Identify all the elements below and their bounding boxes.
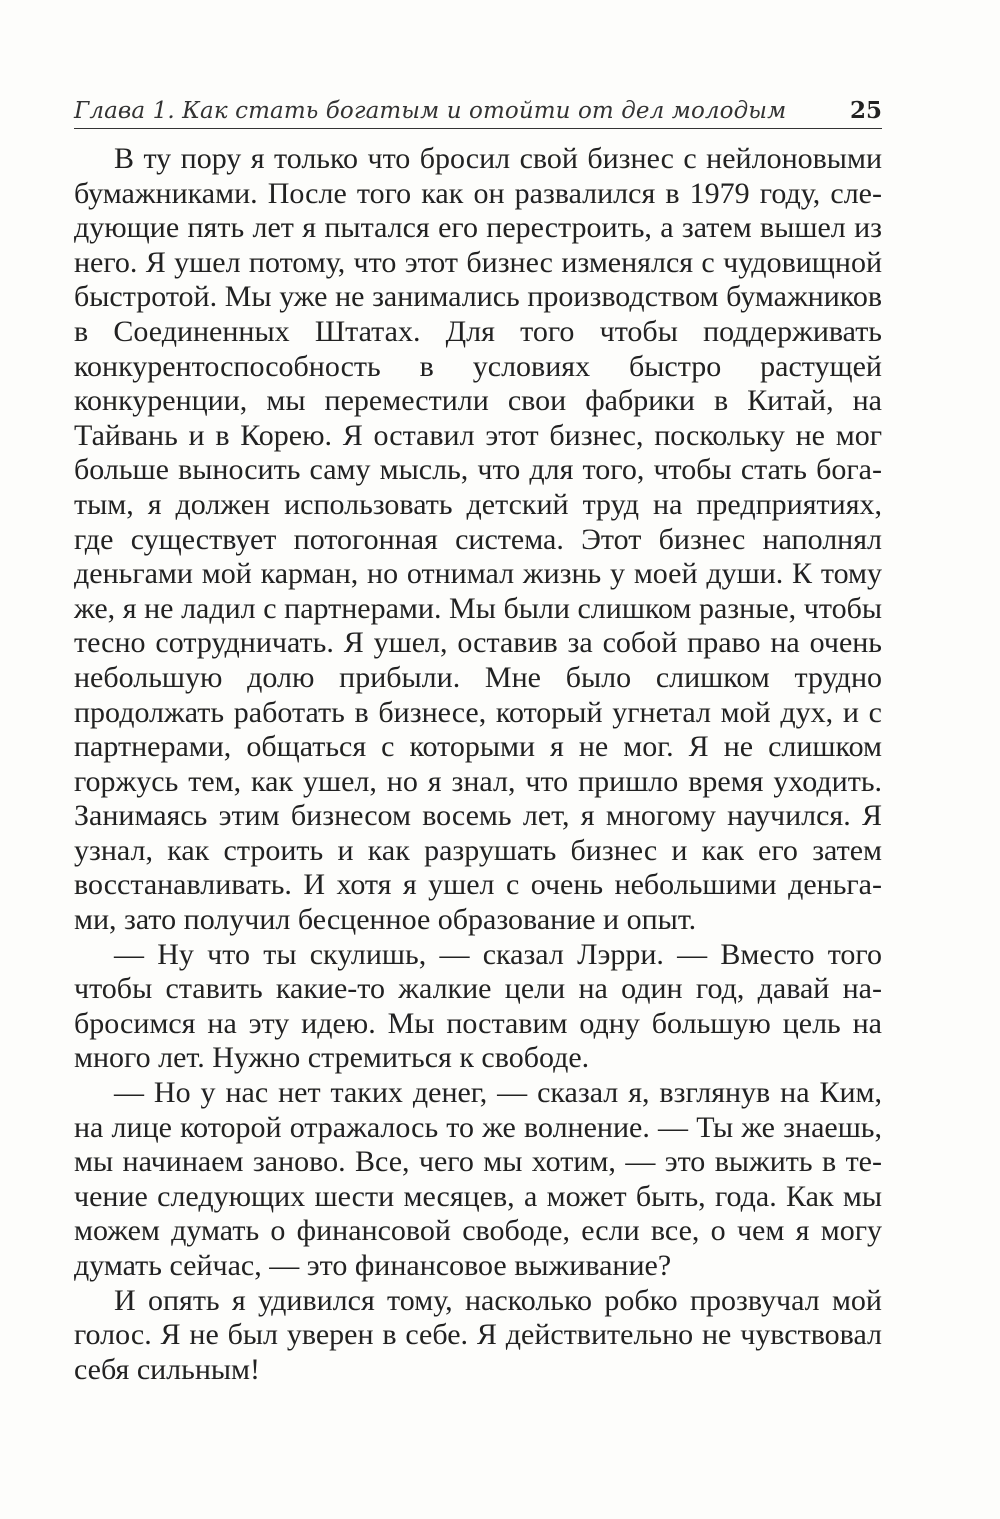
- page-number: 25: [849, 97, 882, 124]
- paragraph: В ту пору я только что бросил свой бизнес с нейлоновыми бумажниками. После того как он развалился в 1979 году, следующие пять лет я пытался его перестроить, а затем вышел из него. Я ушел потому, что этот бизнес изменялся с чудовищной быстротой. Мы уже не занимались производством бумажников в Соединенных Штатах. Для того чтобы поддерживать конкурентоспособность в условиях быстро растущей конкуренции, мы переместили свои фабрики в Китай, на Тайвань и в Корею. Я оставил этот бизнес, поскольку не мог больше выносить саму мысль, что для того, чтобы стать богатым, я должен использовать детский труд на предприятиях, где существует потогонная система. Этот бизнес наполнял деньгами мой карман, но отнимал жизнь у моей души. К тому же, я не ладил с партнерами. Мы были слишком разные, чтобы тесно сотрудничать. Я ушел, оставив за собой право на очень небольшую долю прибыли. Мне было слишком трудно продолжать работать в бизнесе, который угнетал мой дух, и с партнерами, общаться с которыми я не мог. Я не слишком горжусь тем, как ушел, но я знал, что пришло время уходить. Занимаясь этим бизнесом восемь лет, я многому научился. Я узнал, как строить и как разрушать бизнес и как его затем восстанавливать. И хотя я ушел с очень небольшими деньгами, зато получил бесценное образование и опыт.: [74, 142, 882, 937]
- running-header: [74, 92, 882, 129]
- chapter-title: Глава 1. Как стать богатым и отойти от дел молодым: [74, 98, 787, 124]
- paragraph: — Но у нас нет таких денег, — сказал я, взглянув на Ким, на лице которой отражалось то же волнение. — Ты же знаешь, мы начинаем заново. Все, чего мы хотим, — это выжить в течение следующих шести месяцев, а может быть, года. Как мы можем думать о финансовой свободе, если все, о чем я могу думать сейчас, — это финансовое выживание?: [74, 1076, 882, 1282]
- paragraph: И опять я удивился тому, насколько робко прозвучал мой голос. Я не был уверен в себе. Я действительно не чувствовал себя сильным!: [74, 1283, 882, 1386]
- paragraph: — Ну что ты скулишь, — сказал Лэрри. — Вместо того чтобы ставить какие-то жалкие цели на один год, давай набросимся на эту идею. Мы поставим одну большую цель на много лет. Нужно стремиться к свободе.: [74, 937, 882, 1075]
- body-text: [74, 142, 882, 1387]
